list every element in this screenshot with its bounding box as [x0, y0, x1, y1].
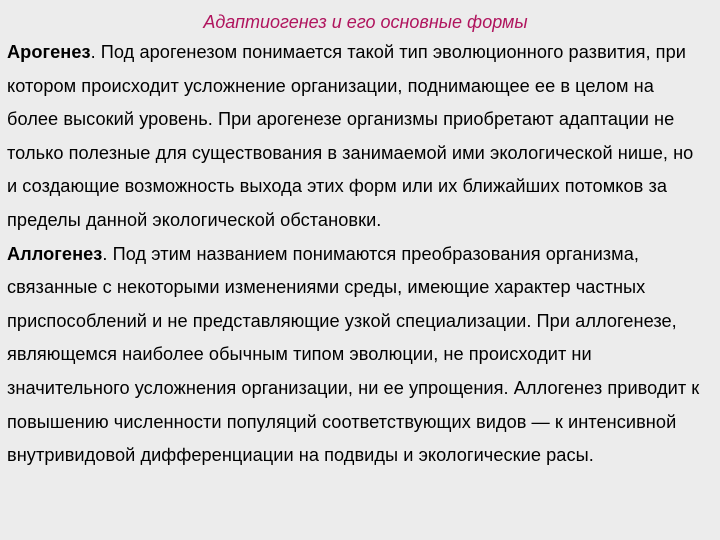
slide-body: [7, 36, 706, 473]
definition-allogenesis: . Под этим названием понимаются преобразования организма, связанные с некоторыми изменениями среды, имеющие характер частных приспособлений и не представляющие узкой специализации. При аллогенезе, являющемся наиболее обычным типом эволюции, не происходит ни значительного усложнения организации, ни ее упрощения. Аллогенез приводит к повышению численности популяций соответствующих видов — к интенсивной внутривидовой дифференциации на подвиды и экологические расы.: [7, 243, 700, 466]
term-allogenesis: Аллогенез: [7, 243, 103, 264]
term-arogenesis: Арогенез: [7, 42, 91, 62]
paragraph-arogenesis: [7, 36, 706, 238]
paragraph-allogenesis: [7, 238, 706, 473]
definition-arogenesis: . Под арогенезом понимается такой тип эволюционного развития, при котором происходит усложнение организации, поднимающее ее в целом на более высокий уровень. При арогенезе организмы приобретают адаптации не только полезные для существования в занимаемой ими экологической нише, но и создающие возможность выхода этих форм или их ближайших потомков за пределы данной экологической обстановки.: [7, 42, 694, 230]
slide-title: Адаптиогенез и его основные формы: [203, 12, 528, 32]
